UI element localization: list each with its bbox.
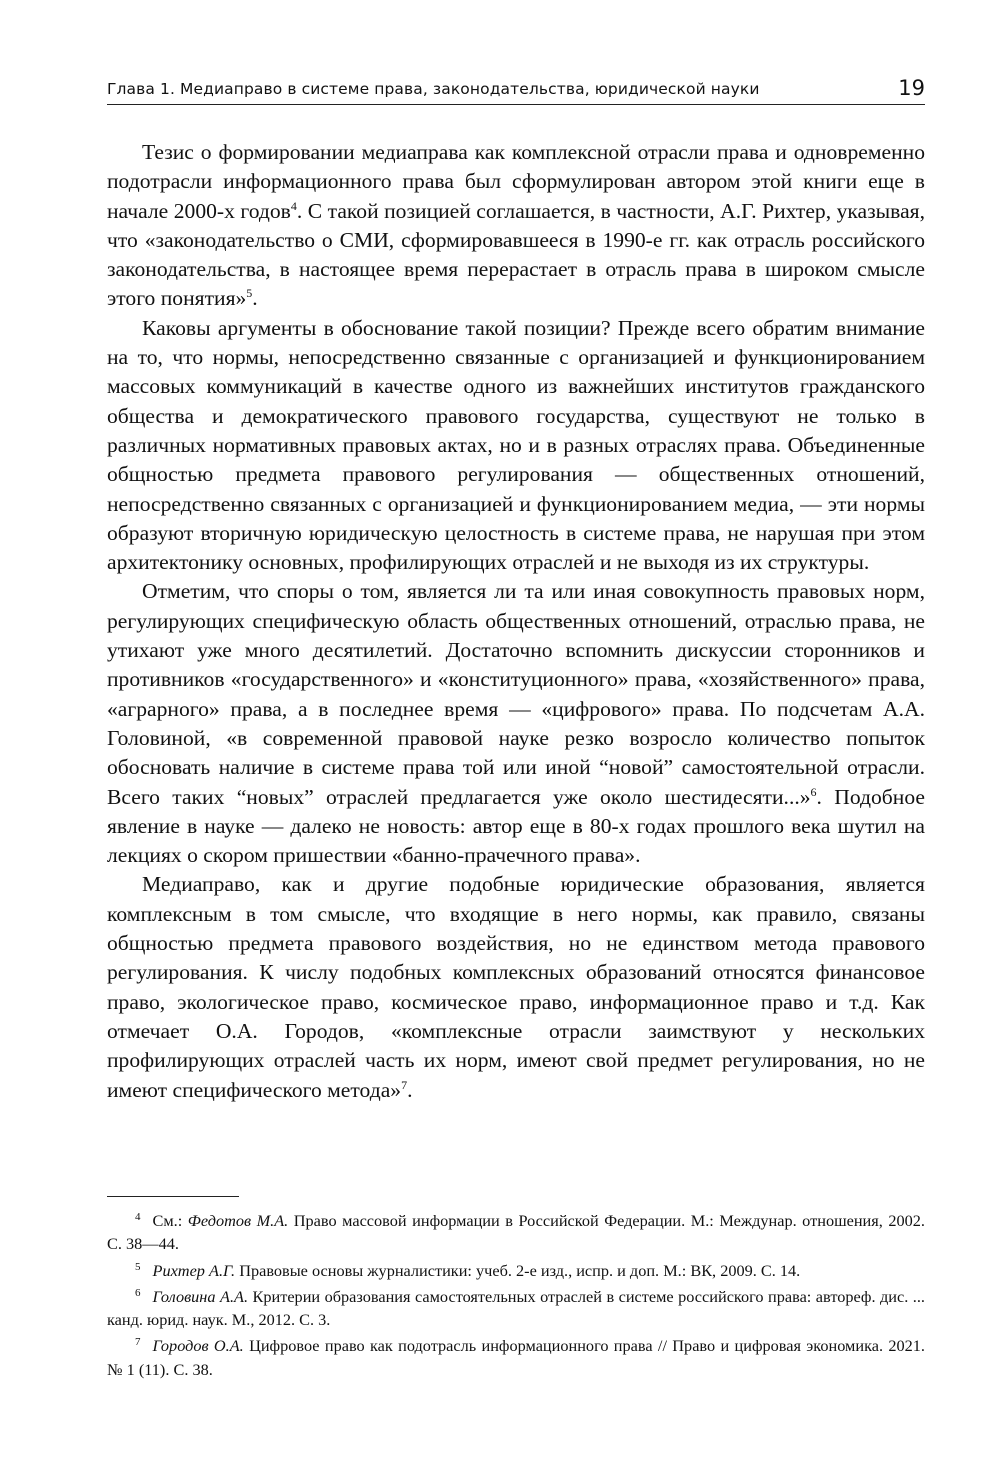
footnote-number: 4 xyxy=(135,1211,141,1223)
footnote-ref-7[interactable]: 7 xyxy=(401,1077,408,1092)
footnote-author: Городов О.А. xyxy=(152,1336,244,1356)
footnote-number: 7 xyxy=(135,1336,141,1349)
footnote-number: 5 xyxy=(135,1260,141,1273)
footnote-4 xyxy=(107,1209,925,1256)
paragraph-text: Каковы аргументы в обоснование такой позиции? Прежде всего обратим внимание на то, что нормы, непосредственно связанные с организацией и функционированием массовых коммуникаций в качестве одного из важнейших институтов гражданского общества и демократического правового государства, существуют не только в различных нормативных правовых актах, но и в разных отраслях права. Объединенные общностью предмета правового регулирования — общественных отношений, непосредственно связанных с организацией и функционированием медиа, — эти нормы образуют вторичную юридическую целостность в системе права, не нарушая при этом архитектонику основных, профилирующих отраслей и не выходя из их структуры. xyxy=(107,315,925,575)
paragraph-text: Тезис о формировании медиаправа как комплексной отрасли права и одновременно подотрасли информационного права был сформулирован автором этой книги еще в начале 2000-х годов xyxy=(107,140,925,223)
footnote-citation: Право массовой информации в Российской Федерации. М.: Междунар. отношения, 2002. С. 38—44. xyxy=(107,1211,925,1254)
footnote-7 xyxy=(107,1334,925,1381)
footnote-citation: Цифровое право как подотрасль информационного права // Право и цифровая экономика. 2021. № 1 (11). С. 38. xyxy=(107,1336,925,1379)
paragraph-text: . xyxy=(407,1077,413,1102)
footnote-citation: Правовые основы журналистики: учеб. 2-е изд., испр. и доп. М.: ВК, 2009. С. 14. xyxy=(235,1260,801,1280)
paragraph-text: Отметим, что споры о том, является ли та или иная совокупность правовых норм, регулирующих специфическую область общественных отношений, отраслью права, не утихают уже много десятилетий. Достаточно вспомнить дискуссии сторонников и противников «государственного» и «конституционного» права, «хозяйственного» права, «аграрного» права, а в последнее время — «цифрового» права. По подсчетам А.А. Головиной, «в современной правовой науке резко возросло количество попыток обосновать наличие в системе права той или иной “новой” самостоятельной отрасли. Всего таких “новых” отраслей предлагается уже около шестидесяти...» xyxy=(107,579,925,809)
footnote-divider xyxy=(107,1196,239,1197)
footnote-author: Рихтер А.Г. xyxy=(152,1260,236,1280)
footnote-5 xyxy=(107,1259,925,1282)
paragraph-text: Медиаправо, как и другие подобные юридические образования, является комплексным в том смысле, что входящие в него нормы, как правило, связаны общностью предмета правового воздействия, но не единством метода правового регулирования. К числу подобных комплексных образований относятся финансовое право, экологическое право, космическое право, информационное право и т.д. Как отмечает О.А. Городов, «комплексные отрасли заимствуют у нескольких профилирующих отраслей часть их норм, имеют свой предмет регулирования, но не имеют специфического метода» xyxy=(107,872,925,1102)
footnote-number: 6 xyxy=(135,1286,141,1299)
paragraph-4 xyxy=(107,870,925,1104)
footnote-author: Федотов М.А. xyxy=(187,1211,289,1230)
footnote-author: Головина А.А. xyxy=(152,1286,249,1306)
footnote-citation: Критерии образования самостоятельных отраслей в системе российского права: автореф. дис. ... канд. юрид. наук. М., 2012. С. 3. xyxy=(107,1286,925,1330)
paragraph-2 xyxy=(107,314,925,578)
running-header xyxy=(107,66,925,105)
footnote-prefix: См.: xyxy=(152,1211,188,1230)
main-text xyxy=(107,138,925,1105)
footnote-6 xyxy=(107,1285,925,1332)
paragraph-text: . Подобное явление в науке — далеко не новость: автор еще в 80-х годах прошлого века шутил на лекциях о скором пришествии «банно-прачечного права». xyxy=(107,784,925,868)
footnote-ref-5[interactable]: 5 xyxy=(246,286,253,301)
footnote-ref-6[interactable]: 6 xyxy=(810,784,817,799)
paragraph-text: . xyxy=(252,286,258,311)
paragraph-1 xyxy=(107,138,925,314)
chapter-title: Глава 1. Медиаправо в системе права, законодательства, юридической науки xyxy=(107,80,760,98)
footnotes xyxy=(107,1209,925,1384)
page-number: 19 xyxy=(898,76,925,100)
paragraph-3 xyxy=(107,577,925,870)
footnote-ref-4[interactable]: 4 xyxy=(290,198,297,213)
paragraph-text: . С такой позицией соглашается, в частности, А.Г. Рихтер, указывая, что «законодательство о СМИ, сформировавшееся в 1990-е гг. как отрасль российского законодательства, в настоящее время перерастает в отрасль права в широком смысле этого понятия» xyxy=(107,198,925,311)
